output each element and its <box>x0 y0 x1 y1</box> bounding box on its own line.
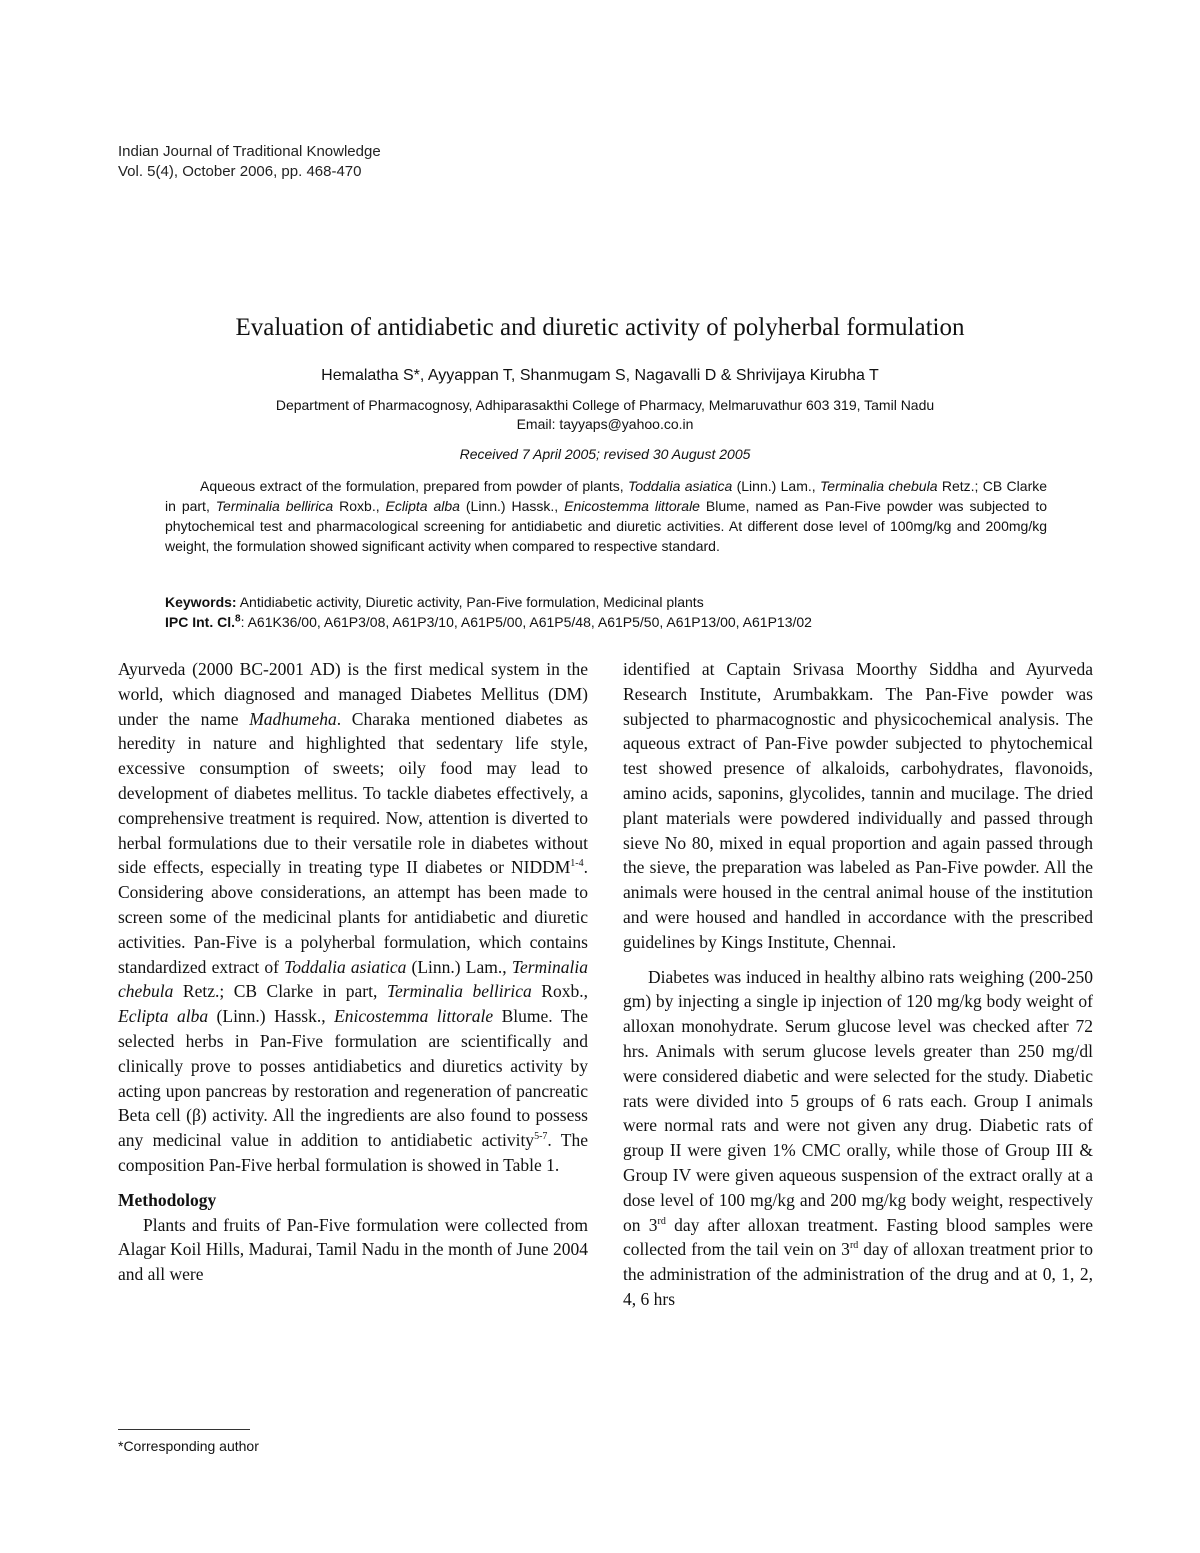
section-heading-methodology: Methodology <box>118 1189 217 1210</box>
abstract-text: Aqueous extract of the formulation, prepared from powder of plants, Toddalia asiatica (Linn.) Lam., Terminalia chebula Retz.; CB Clarke in part, Terminalia bellirica Roxb., Eclipta alba (Linn.) Hassk., Enicostemma littorale Blume, named as Pan-Five powder was subjected to phytochemical test and pharmacological screening for antidiabetic and diuretic activities. At different dose level of 100mg/kg and 200mg/kg weight, the formulation showed significant activity when compared to respective standard. <box>165 478 1048 554</box>
affiliation-block <box>0 396 1200 434</box>
body-column-left <box>118 657 588 1287</box>
received-dates: Received 7 April 2005; revised 30 August 2005 <box>459 446 751 462</box>
journal-header <box>118 142 381 182</box>
ipc-classification: IPC Int. Cl.$^8$: A61K36/00, A61P3/08, A61P3/10, A61P5/00, A61P5/48, A61P5/50, A61P13/00, A61P13/02 <box>165 613 812 630</box>
footnote-rule <box>118 1429 250 1430</box>
abstract <box>165 476 1047 556</box>
keywords: Keywords: Antidiabetic activity, Diuretic activity, Pan-Five formulation, Medicinal plants <box>165 594 704 610</box>
body-column-right <box>623 657 1093 1312</box>
methods-paragraph-1: identified at Captain Srivasa Moorthy Siddha and Ayurveda Research Institute, Arumbakkam. The Pan-Five powder was subjected to pharmacognostic and physicochemical analysis. The aqueous extract of Pan-Five powder subjected to phytochemical test showed presence of alkaloids, carbohydrates, flavonoids, amino acids, saponins, glycolides, tannin and mucilage. The dried plant materials were powdered individually and passed through sieve No 80, mixed in equal proportion and again passed through the sieve, the preparation was labeled as Pan-Five powder. All the animals were housed in the central animal house of the institution and were housed and handled in accordance with the prescribed guidelines by Kings Institute, Chennai. <box>623 659 1093 952</box>
methods-paragraph-2: Diabetes was induced in healthy albino rats weighing (200-250 gm) by injecting a single ip injection of 120 mg/kg body weight of alloxan monohydrate. Serum glucose level was checked after 72 hrs. Animals with serum glucose levels greater than 250 mg/dl were considered diabetic and were selected for the study. Diabetic rats were divided into 5 groups of 6 rats each. Group I animals were normal rats and were not given any drug. Diabetic rats of group II were given 1% CMC orally, while those of Group III & Group IV were given aqueous suspension of the extract orally at a dose level of 100 mg/kg and 200 mg/kg body weight, respectively on 3rd day after alloxan treatment. Fasting blood samples were collected from the tail vein on 3rd day of alloxan treatment prior to the administration of the administration of the drug and at 0, 1, 2, 4, 6 hrs <box>623 966 1093 1309</box>
journal-volume: Vol. 5(4), October 2006, pp. 468-470 <box>118 163 362 180</box>
journal-name: Indian Journal of Traditional Knowledge <box>118 143 381 160</box>
article-title: Evaluation of antidiabetic and diuretic activity of polyherbal formulation <box>235 314 965 341</box>
affiliation: Department of Pharmacognosy, Adhiparasakthi College of Pharmacy, Melmaruvathur 603 319, Tamil Nadu <box>275 397 935 413</box>
methodology-paragraph: Plants and fruits of Pan-Five formulation were collected from Alagar Koil Hills, Madurai, Tamil Nadu in the month of June 2004 and all were <box>118 1214 588 1285</box>
keywords-block <box>165 592 1065 632</box>
intro-paragraph: Ayurveda (2000 BC-2001 AD) is the first medical system in the world, which diagnosed and managed Diabetes Mellitus (DM) under the name Madhumeha. Charaka mentioned diabetes as heredity in nature and highlighted that sedentary life style, excessive consumption of sweets; oily food may lead to development of diabetes mellitus. To tackle diabetes effectively, a comprehensive treatment is required. Now, attention is diverted to herbal formulations due to their versatile role in diabetes without side effects, especially in treating type II diabetes or NIDDM$^{1-4}$. Considering above considerations, an attempt has been made to screen some of the medicinal plants for antidiabetic and diuretic activities. Pan-Five is a polyherbal formulation, which contains standardized extract of Toddalia asiatica (Linn.) Lam., Terminalia chebula Retz.; CB Clarke in part, Terminalia bellirica Roxb., Eclipta alba (Linn.) Hassk., Enicostemma littorale Blume. The selected herbs in Pan-Five formulation are scientifically and clinically prove to posses antidiabetics and diuretics activity by acting upon pancreas by restoration and regeneration of pancreatic Beta cell (β) activity. All the ingredients are also found to possess any medicinal value in addition to antidiabetic activity$^{5-7}$. The composition Pan-Five herbal formulation is showed in Table 1. <box>118 659 589 1175</box>
email: Email: tayyaps@yahoo.co.in <box>516 416 694 432</box>
footnote: *Corresponding author <box>118 1438 259 1454</box>
author-list: Hemalatha S*, Ayyappan T, Shanmugam S, Nagavalli D & Shrivijaya Kirubha T <box>321 367 879 384</box>
